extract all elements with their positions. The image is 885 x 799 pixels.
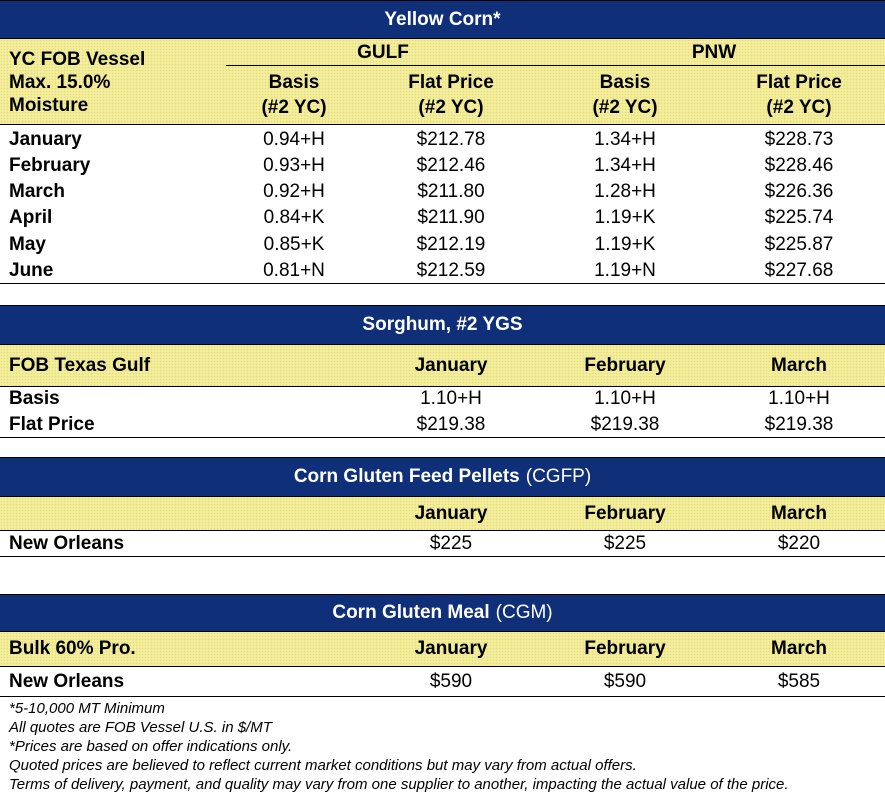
cgm-month-feb: February (584, 638, 666, 659)
row-label: February (9, 155, 91, 176)
sorghum-title-bar (0, 305, 885, 345)
cgfp-month-jan: January (414, 503, 488, 524)
cgfp-table-bottom-rule (0, 556, 885, 557)
cell-value: $219.38 (764, 414, 834, 435)
cgfp-month-feb: February (584, 503, 666, 524)
cell-value: $212.46 (416, 155, 486, 176)
cell-value: 1.34+H (594, 155, 656, 176)
cgm-table-bottom-rule (0, 696, 885, 697)
cgfp-title-bar (0, 457, 885, 497)
footnote: *5-10,000 MT Minimum (9, 700, 165, 717)
cell-value: $212.78 (416, 129, 486, 150)
footnote: Quoted prices are believed to reflect current market conditions but may vary from actual offers. (9, 757, 637, 774)
cgm-title-abbrev: (CGM) (495, 602, 553, 623)
cell-value: 0.85+K (263, 234, 325, 255)
row-label: January (9, 129, 82, 150)
row-label: May (9, 234, 46, 255)
row-label: Flat Price (9, 414, 95, 435)
cell-value: 0.81+N (263, 260, 325, 281)
cell-value: $585 (777, 671, 821, 692)
corn-table-bottom-rule (0, 283, 885, 284)
sorghum-header (0, 345, 885, 387)
cell-value: $226.36 (764, 181, 834, 202)
gulf-basis-head: Basis (#2 YC) (261, 72, 327, 118)
sorghum-spec: FOB Texas Gulf (9, 355, 151, 376)
corn-spec-line-1: YC FOB Vessel (9, 49, 146, 70)
sorghum-table-bottom-rule (0, 437, 885, 438)
corn-spec-line-3: Moisture (9, 95, 89, 116)
sorghum-month-mar: March (771, 355, 827, 376)
cell-value: 0.93+H (263, 155, 325, 176)
cgm-spec: Bulk 60% Pro. (9, 638, 136, 659)
cell-value: $219.38 (590, 414, 660, 435)
cell-value: 0.92+H (263, 181, 325, 202)
row-label: March (9, 181, 65, 202)
cgm-header (0, 632, 885, 667)
sorghum-title: Sorghum, #2 YGS (362, 314, 523, 335)
cgm-month-jan: January (414, 638, 488, 659)
yellow-corn-header (0, 39, 885, 125)
cell-value: 1.28+H (594, 181, 656, 202)
cell-value: 1.10+H (594, 388, 656, 409)
cell-value: $212.59 (416, 260, 486, 281)
cgm-month-mar: March (771, 638, 827, 659)
cgfp-month-mar: March (771, 503, 827, 524)
cgfp-title-abbrev: (CGFP) (525, 466, 592, 487)
cell-value: 1.10+H (768, 388, 830, 409)
cell-value: $220 (777, 533, 821, 554)
cell-value: $211.90 (417, 207, 485, 228)
yellow-corn-title: Yellow Corn* (384, 8, 501, 30)
cell-value: 0.94+H (263, 129, 325, 150)
footnote: Terms of delivery, payment, and quality may vary from one supplier to another, impacting the actual value of the price. (9, 776, 789, 793)
cgfp-title: Corn Gluten Feed Pellets (293, 466, 520, 487)
footnote: *Prices are based on offer indications only. (9, 738, 293, 755)
sorghum-month-feb: February (584, 355, 666, 376)
cell-value: $227.68 (764, 260, 834, 281)
cell-value: 1.19+K (594, 207, 656, 228)
cgfp-header (0, 497, 885, 531)
cell-value: $225.87 (764, 234, 834, 255)
cgm-title-bar (0, 594, 885, 632)
cell-value: 1.19+K (594, 234, 656, 255)
cell-value: $225 (603, 533, 647, 554)
group-underline (226, 65, 885, 66)
cell-value: $219.38 (416, 414, 486, 435)
footnote: All quotes are FOB Vessel U.S. in $/MT (9, 719, 272, 736)
cell-value: $225 (429, 533, 473, 554)
gulf-flat-price-head: Flat Price (#2 YC) (408, 72, 494, 118)
gulf-group-label: GULF (357, 42, 409, 63)
pnw-flat-price-head: Flat Price (#2 YC) (756, 72, 842, 118)
footnotes (9, 699, 789, 794)
row-label: Basis (9, 388, 60, 409)
row-label: April (9, 207, 53, 228)
cell-value: 0.84+K (263, 207, 325, 228)
cgm-title: Corn Gluten Meal (332, 602, 490, 623)
cell-value: 1.10+H (420, 388, 482, 409)
cell-value: $590 (603, 671, 647, 692)
pnw-basis-head: Basis (#2 YC) (592, 72, 658, 118)
cell-value: $211.80 (417, 181, 485, 202)
row-label: New Orleans (9, 671, 125, 692)
corn-spec-line-2: Max. 15.0% (9, 72, 111, 93)
row-label: New Orleans (9, 533, 125, 554)
pnw-group-label: PNW (691, 42, 737, 63)
cell-value: $212.19 (416, 234, 486, 255)
cell-value: $225.74 (764, 207, 834, 228)
cell-value: $590 (429, 671, 473, 692)
cell-value: 1.34+H (594, 129, 656, 150)
cell-value: $228.73 (764, 129, 834, 150)
sorghum-month-jan: January (414, 355, 488, 376)
row-label: June (9, 260, 54, 281)
yellow-corn-title-bar (0, 0, 885, 39)
cell-value: $228.46 (764, 155, 834, 176)
cell-value: 1.19+N (594, 260, 656, 281)
